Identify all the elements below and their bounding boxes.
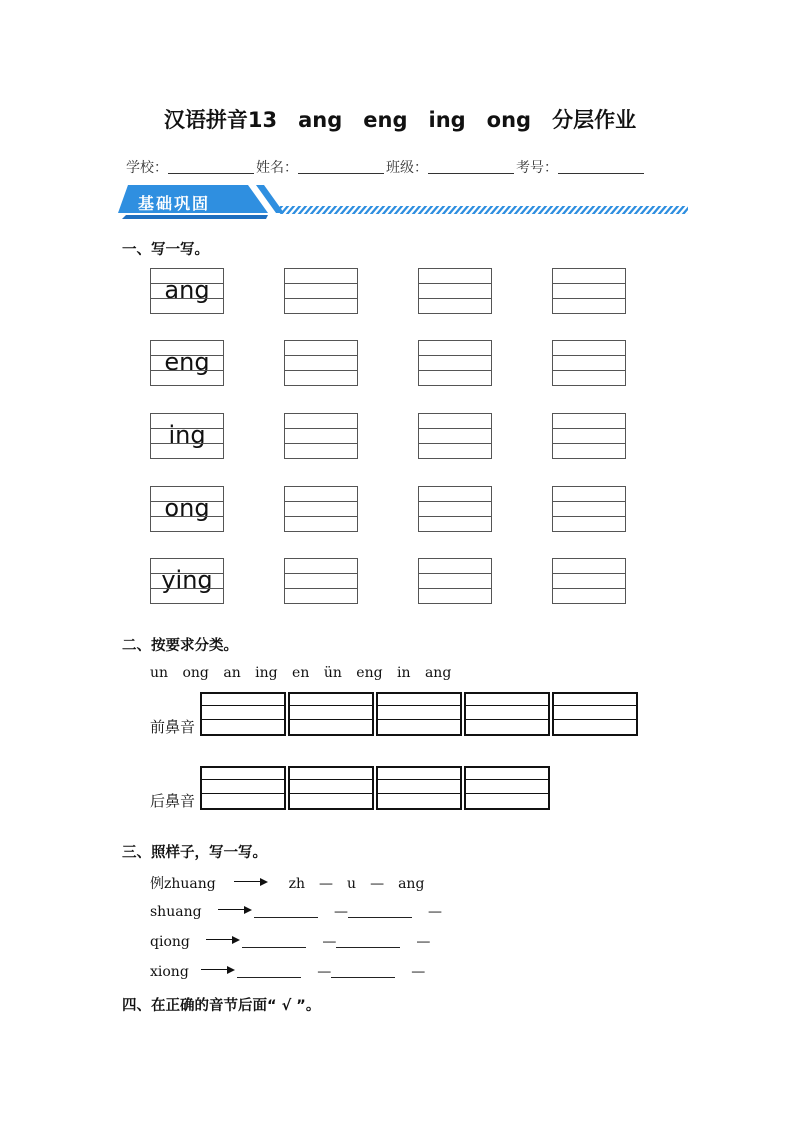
answer-blank[interactable] (348, 917, 412, 918)
dash: — (322, 934, 337, 950)
back-nasal-box[interactable] (464, 766, 550, 810)
write-grid[interactable] (418, 340, 492, 386)
arrow-icon (218, 905, 252, 915)
write-grid[interactable] (284, 486, 358, 532)
model-grid-ang (150, 268, 224, 314)
model-grid-ing (150, 413, 224, 459)
example-part: zh (288, 876, 306, 892)
front-nasal-box[interactable] (200, 692, 286, 736)
write-grid[interactable] (552, 268, 626, 314)
exercise-word: xiong (150, 964, 189, 980)
write-grid[interactable] (552, 413, 626, 459)
example-part: ang (398, 876, 425, 892)
write-grid[interactable] (418, 486, 492, 532)
write-grid[interactable] (418, 268, 492, 314)
model-letters: ong (164, 494, 210, 522)
dash: — (411, 964, 426, 980)
exercise-word: qiong (150, 934, 190, 950)
write-grid[interactable] (284, 558, 358, 604)
dash: — (334, 904, 348, 920)
write-grid[interactable] (552, 340, 626, 386)
example-prefix: 例 (150, 876, 164, 892)
number-label: 考号： (516, 160, 558, 176)
model-grid-ying (150, 558, 224, 604)
school-label: 学校： (126, 160, 168, 176)
model-letters: ang (164, 276, 210, 304)
q3-heading: 三、照样子，写一写。 (122, 845, 267, 861)
class-blank[interactable] (428, 173, 514, 174)
front-nasal-box[interactable] (552, 692, 638, 736)
model-letters: ying (161, 566, 213, 594)
back-nasal-label: 后鼻音 (150, 792, 196, 810)
banner-label: 基础巩固 (138, 194, 211, 213)
front-nasal-box[interactable] (376, 692, 462, 736)
dash: — (317, 964, 332, 980)
front-nasal-box[interactable] (464, 692, 550, 736)
name-label: 姓名： (256, 160, 298, 176)
arrow-icon (206, 935, 240, 945)
syllable-pool: un ong an ing en ün eng in ang (150, 665, 452, 681)
exercise-line (150, 964, 425, 980)
write-grid[interactable] (418, 413, 492, 459)
write-grid[interactable] (284, 268, 358, 314)
back-nasal-box[interactable] (376, 766, 462, 810)
arrow-icon (234, 877, 268, 887)
model-grid-ong (150, 486, 224, 532)
banner-underline (122, 215, 268, 219)
answer-blank[interactable] (336, 947, 400, 948)
school-blank[interactable] (168, 173, 254, 174)
answer-blank[interactable] (331, 977, 395, 978)
answer-blank[interactable] (254, 917, 318, 918)
model-letters: ing (168, 421, 206, 449)
model-letters: eng (164, 348, 210, 376)
write-grid[interactable] (552, 558, 626, 604)
model-grid-eng (150, 340, 224, 386)
page-title: 汉语拼音13 ang eng ing ong 分层作业 (163, 108, 637, 132)
write-grid[interactable] (284, 340, 358, 386)
q4-heading: 四、在正确的音节后面“ √ ”。 (122, 998, 321, 1014)
name-blank[interactable] (298, 173, 384, 174)
exercise-line (150, 934, 430, 950)
exercise-word: shuang (150, 904, 202, 920)
q2-heading: 二、按要求分类。 (122, 638, 238, 654)
back-nasal-box[interactable] (288, 766, 374, 810)
answer-blank[interactable] (242, 947, 306, 948)
example-line (150, 873, 424, 893)
number-blank[interactable] (558, 173, 644, 174)
banner-stripes (278, 206, 688, 214)
example-word: zhuang (164, 876, 216, 892)
q1-heading: 一、写一写。 (122, 242, 209, 258)
example-dash: — (319, 876, 334, 892)
write-grid[interactable] (552, 486, 626, 532)
arrow-icon (201, 965, 235, 975)
write-grid[interactable] (418, 558, 492, 604)
dash: — (416, 934, 431, 950)
back-nasal-box[interactable] (200, 766, 286, 810)
example-dash: — (370, 876, 385, 892)
front-nasal-label: 前鼻音 (150, 718, 196, 736)
student-info-line (126, 157, 646, 177)
answer-blank[interactable] (237, 977, 301, 978)
exercise-line (150, 904, 442, 920)
front-nasal-box[interactable] (288, 692, 374, 736)
class-label: 班级： (386, 160, 428, 176)
example-part: u (347, 876, 357, 892)
write-grid[interactable] (284, 413, 358, 459)
dash: — (428, 904, 442, 920)
